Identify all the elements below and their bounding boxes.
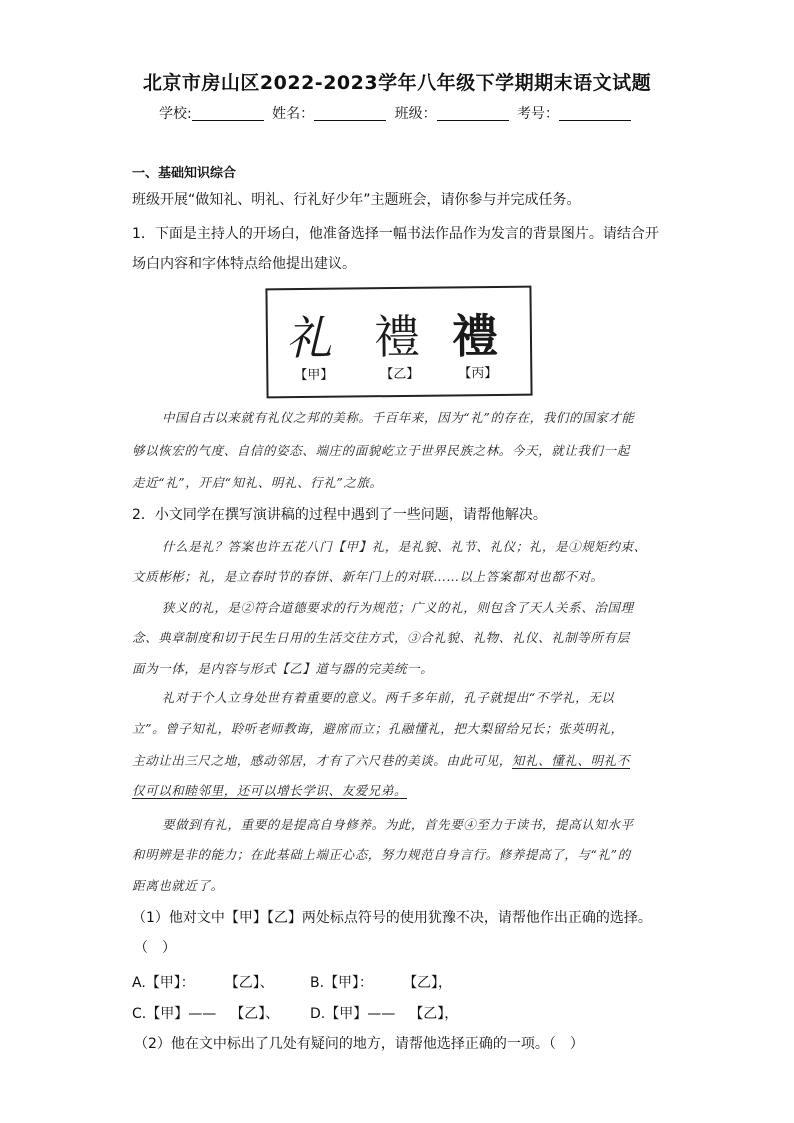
caption-jia: 【甲】 (294, 367, 334, 384)
option-a-jia: 【甲】： (145, 975, 195, 991)
speech-p1-line-1: 什么是礼？答案也许五花八门【甲】礼，是礼貌、礼节、礼仪；礼，是①规矩约束、 (162, 539, 647, 554)
speech-p4-line-3: 距离也就近了。 (132, 878, 224, 893)
class-label: 班级： (394, 106, 437, 122)
calligraphy-char-bing: 禮 (451, 308, 499, 364)
option-a-yi: 【乙】、 (224, 975, 274, 991)
speech-p2-line-3: 面为一体，是内容与形式【乙】道与器的完美统一。 (132, 661, 434, 676)
question-2-line-1: 2．小文同学在撰写演讲稿的过程中遇到了一些问题，请帮他解决。 (132, 507, 547, 523)
student-info-line (0, 103, 794, 123)
question-1-line-1: 1．下面是主持人的开场白，他准备选择一幅书法作品作为发言的背景图片。请结合开 (132, 226, 659, 242)
option-a[interactable] (132, 972, 274, 992)
section-heading: 一、基础知识综合 (132, 166, 237, 181)
class-blank[interactable] (437, 106, 509, 121)
name-blank[interactable] (314, 106, 386, 121)
option-c-jia: 【甲】—— (146, 1006, 217, 1022)
option-c-yi: 【乙】、 (230, 1006, 280, 1022)
option-b-letter: B. (310, 975, 325, 991)
speech-p3-line-3 (132, 751, 672, 771)
speech-p3-line-2: 立”。曾子知礼，聆听老师教诲，避席而立；孔融懂礼，把大梨留给兄长；张英明礼， (132, 721, 624, 736)
option-d-jia: 【甲】—— (325, 1006, 396, 1022)
underlined-sentence-end: 仅可以和睦邻里，还可以增长学识、友爱兄弟。 (132, 783, 408, 798)
speech-p3-line-1: 礼对于个人立身处世有着重要的意义。两千多年前，孔子就提出“不学礼，无以 (162, 690, 615, 705)
underlined-sentence-start: 知礼、懂礼、明礼不 (511, 753, 630, 768)
speech-p1-line-2: 文质彬彬；礼，是立春时节的春饼、新年门上的对联……以上答案都对也都不对。 (132, 569, 604, 584)
speech-p4-line-1: 要做到有礼，重要的是提高自身修养。为此，首先要④至力于读书，提高认知水平 (162, 817, 634, 832)
option-c-letter: C. (132, 1006, 147, 1022)
name-label: 姓名： (272, 106, 315, 122)
school-label: 学校: (158, 106, 192, 122)
calligraphy-char-jia: 礼 (285, 310, 333, 366)
option-b[interactable] (310, 972, 452, 992)
caption-yi: 【乙】 (380, 366, 420, 383)
speech-p4-line-2: 和明辨是非的能力；在此基础上端正心态，努力规范自身言行。修养提高了，与“礼”的 (132, 847, 631, 862)
calligraphy-image (265, 286, 532, 399)
caption-bing: 【丙】 (458, 365, 498, 382)
speech-p3-line-4 (132, 781, 672, 801)
school-blank[interactable] (192, 106, 264, 121)
option-d-yi: 【乙】， (409, 1006, 459, 1022)
exam-no-label: 考号： (517, 106, 560, 122)
section-intro: 班级开展“做知礼、明礼、行礼好少年”主题班会，请你参与并完成任务。 (132, 192, 581, 208)
option-d-letter: D. (310, 1006, 326, 1022)
option-d[interactable] (310, 1003, 458, 1023)
option-a-letter: A. (132, 975, 146, 991)
option-c[interactable] (132, 1003, 279, 1023)
speech-p2-line-1: 狭义的礼，是②符合道德要求的行为规范；广义的礼，则包含了天人关系、治国理 (162, 600, 634, 615)
calligraphy-char-yi: 禮 (373, 309, 421, 365)
exam-no-blank[interactable] (559, 106, 631, 121)
sub-question-1-stem: （1）他对文中【甲】【乙】两处标点符号的使用犹豫不决，请帮他作出正确的选择。 (132, 910, 652, 926)
opening-speech-line-1: 中国自古以来就有礼仪之邦的美称。千百年来，因为“礼”的存在，我们的国家才能 (162, 410, 635, 425)
option-b-jia: 【甲】： (324, 975, 374, 991)
speech-p3-line-3-text: 主动让出三尺之地，感动邻居，才有了六尺巷的美谈。由此可见， (132, 753, 512, 768)
opening-speech-line-2: 够以恢宏的气度、自信的姿态、端庄的面貌屹立于世界民族之林。今天，就让我们一起 (132, 443, 630, 458)
question-1-line-2: 场白内容和字体特点给他提出建议。 (132, 256, 356, 272)
sub-question-1-answer-paren[interactable]: （ ） (134, 940, 176, 956)
speech-p2-line-2: 念、典章制度和切于民生日用的生活交往方式，③合礼貌、礼物、礼仪、礼制等所有层 (132, 630, 630, 645)
option-b-yi: 【乙】， (403, 975, 453, 991)
sub-question-2-stem: （2）他在文中标出了几处有疑问的地方，请帮他选择正确的一项。（ ） (134, 1036, 584, 1052)
opening-speech-line-3: 走近“礼”，开启“知礼、明礼、行礼”之旅。 (132, 475, 383, 490)
exam-title: 北京市房山区2022-2023学年八年级下学期期末语文试题 (142, 72, 652, 94)
